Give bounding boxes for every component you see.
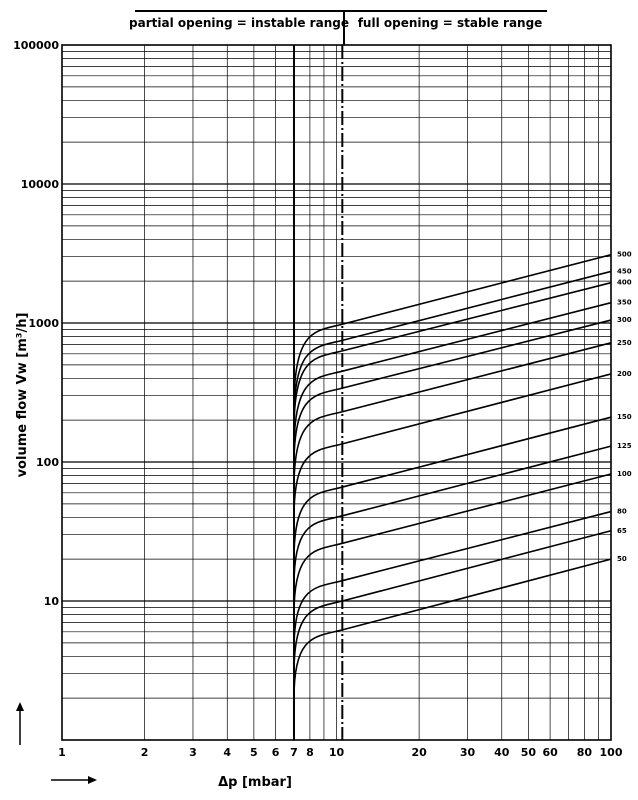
x-axis-label: Δp [mbar] bbox=[218, 775, 292, 790]
y-tick-label: 1000 bbox=[28, 317, 59, 330]
x-tick-label: 50 bbox=[520, 746, 537, 759]
x-tick-label: 80 bbox=[576, 746, 593, 759]
x-tick-labels bbox=[58, 746, 623, 759]
x-direction-arrow bbox=[51, 776, 97, 784]
y-axis-label: volume flow Vw [m³/h] bbox=[15, 312, 30, 478]
x-tick-label: 7 bbox=[290, 746, 298, 759]
x-tick-label: 30 bbox=[459, 746, 476, 759]
x-tick-label: 6 bbox=[271, 746, 280, 759]
x-tick-label: 8 bbox=[306, 746, 314, 759]
series-label-400: 400 bbox=[617, 278, 632, 287]
series-label-80: 80 bbox=[617, 507, 627, 516]
series-label-450: 450 bbox=[617, 267, 632, 276]
series-label-200: 200 bbox=[617, 369, 632, 378]
series-label-125: 125 bbox=[617, 442, 632, 451]
grid bbox=[62, 45, 611, 740]
y-direction-arrow bbox=[16, 702, 24, 745]
series-label-250: 250 bbox=[617, 338, 632, 347]
header-right-label: full opening = stable range bbox=[357, 16, 543, 30]
x-tick-label: 10 bbox=[328, 746, 345, 759]
series-label-50: 50 bbox=[617, 555, 627, 564]
series-label-150: 150 bbox=[617, 413, 632, 422]
series-label-500: 500 bbox=[617, 250, 632, 259]
x-tick-label: 40 bbox=[494, 746, 510, 759]
series-label-65: 65 bbox=[617, 526, 627, 535]
series-label-300: 300 bbox=[617, 316, 632, 325]
x-tick-label: 20 bbox=[411, 746, 427, 759]
series-labels bbox=[617, 251, 632, 563]
x-tick-label: 2 bbox=[140, 746, 149, 759]
x-tick-label: 4 bbox=[223, 746, 232, 759]
y-tick-label: 10 bbox=[43, 595, 59, 608]
series-label-350: 350 bbox=[617, 298, 632, 307]
y-tick-label: 100 bbox=[36, 456, 59, 469]
x-tick-label: 3 bbox=[189, 746, 197, 759]
x-tick-label: 5 bbox=[250, 746, 258, 759]
x-tick-label: 100 bbox=[599, 746, 623, 759]
x-tick-label: 60 bbox=[542, 746, 558, 759]
header-left-label: partial opening = instable range bbox=[129, 16, 349, 30]
series-label-100: 100 bbox=[617, 469, 632, 478]
y-tick-label: 100000 bbox=[13, 39, 59, 52]
y-tick-label: 10000 bbox=[20, 178, 59, 191]
x-tick-label: 1 bbox=[58, 746, 66, 759]
